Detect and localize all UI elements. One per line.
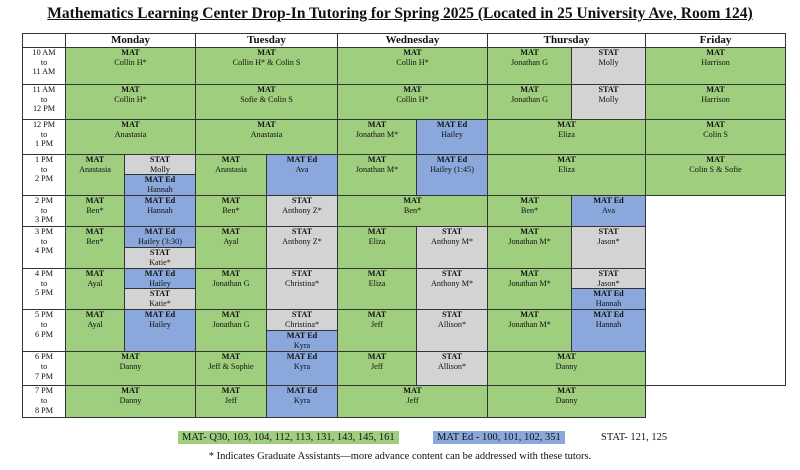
- schedule-cell: MAT Ayal: [66, 269, 125, 310]
- tutoring-schedule-table: [22, 33, 786, 418]
- schedule-cell: MAT Ed Hailey: [125, 269, 196, 289]
- schedule-cell: MAT Ed Hailey (1:45): [417, 155, 488, 196]
- schedule-cell: MAT Ben*: [196, 196, 267, 227]
- schedule-cell: STAT Christina*: [267, 310, 338, 331]
- corner-cell: [23, 34, 66, 48]
- schedule-cell: MAT Jonathan M*: [338, 155, 417, 196]
- schedule-cell: MAT Harrison: [646, 48, 786, 85]
- time-slot: 11 AM to 12 PM: [23, 85, 66, 120]
- schedule-cell: STAT Anthony M*: [417, 227, 488, 269]
- schedule-cell: MAT Ed Hailey: [417, 120, 488, 155]
- schedule-cell: MAT Collin H* & Colin S: [196, 48, 338, 85]
- schedule-cell: STAT Molly: [125, 155, 196, 175]
- page-title: Mathematics Learning Center Drop-In Tutoring for Spring 2025 (Located in 25 University Ave, Room 124): [47, 5, 753, 22]
- time-slot: 10 AM to 11 AM: [23, 48, 66, 85]
- schedule-cell: MAT Ayal: [196, 227, 267, 269]
- schedule-cell: MAT Anastasia: [66, 120, 196, 155]
- schedule-cell: MAT Ben*: [66, 227, 125, 269]
- schedule-cell: MAT Ed Ava: [267, 155, 338, 196]
- schedule-cell: MAT Ed Hannah: [125, 196, 196, 227]
- schedule-cell: MAT Jonathan G: [488, 85, 572, 120]
- schedule-cell: MAT Jonathan G: [488, 48, 572, 85]
- schedule-cell: STAT Jason*: [572, 227, 646, 269]
- schedule-cell: MAT Danny: [488, 352, 646, 386]
- time-slot: 7 PM to 8 PM: [23, 386, 66, 418]
- graduate-assistant-footnote: * Indicates Graduate Assistants—more advance content can be addressed with these tutors.: [208, 451, 592, 462]
- schedule-cell: MAT Anastasia: [66, 155, 125, 196]
- schedule-cell: MAT Ed Kyra: [267, 386, 338, 418]
- schedule-cell: MAT Anastasia: [196, 120, 338, 155]
- schedule-cell: STAT Allison*: [417, 352, 488, 386]
- schedule-cell: MAT Ed Hannah: [572, 310, 646, 352]
- schedule-cell: STAT Allison*: [417, 310, 488, 352]
- time-slot: 6 PM to 7 PM: [23, 352, 66, 386]
- day-header-friday: Friday: [646, 34, 786, 48]
- schedule-cell: MAT Collin H*: [338, 85, 488, 120]
- schedule-cell: STAT Anthony Z*: [267, 196, 338, 227]
- schedule-cell: MAT Jeff: [338, 386, 488, 418]
- schedule-cell: MAT Ed Hannah: [125, 175, 196, 196]
- schedule-cell: MAT Sofie & Colin S: [196, 85, 338, 120]
- time-slot: 2 PM to 3 PM: [23, 196, 66, 227]
- schedule-cell: MAT Jeff: [196, 386, 267, 418]
- schedule-cell: MAT Ed Hannah: [572, 289, 646, 310]
- schedule-cell: STAT Katie*: [125, 289, 196, 310]
- schedule-cell: MAT Collin H*: [338, 48, 488, 85]
- schedule-cell: STAT Anthony M*: [417, 269, 488, 310]
- schedule-cell: MAT Ben*: [488, 196, 572, 227]
- day-header-monday: Monday: [66, 34, 196, 48]
- schedule-cell: MAT Jonathan M*: [488, 310, 572, 352]
- schedule-cell: MAT Ed Hailey: [125, 310, 196, 352]
- day-header-wednesday: Wednesday: [338, 34, 488, 48]
- schedule-cell: STAT Anthony Z*: [267, 227, 338, 269]
- schedule-cell: MAT Danny: [66, 386, 196, 418]
- schedule-cell: MAT Jonathan M*: [488, 269, 572, 310]
- schedule-cell: MAT Ed Kyra: [267, 331, 338, 352]
- time-slot: 1 PM to 2 PM: [23, 155, 66, 196]
- schedule-cell: STAT Christina*: [267, 269, 338, 310]
- schedule-cell: MAT Eliza: [338, 227, 417, 269]
- schedule-cell: MAT Collin H*: [66, 48, 196, 85]
- time-slot: 5 PM to 6 PM: [23, 310, 66, 352]
- schedule-cell: MAT Ben*: [338, 196, 488, 227]
- empty-cell: [646, 196, 786, 386]
- schedule-cell: MAT Ed Kyra: [267, 352, 338, 386]
- schedule-cell: MAT Anastasia: [196, 155, 267, 196]
- schedule-cell: STAT Molly: [572, 48, 646, 85]
- schedule-cell: MAT Jeff: [338, 310, 417, 352]
- schedule-cell: MAT Danny: [66, 352, 196, 386]
- schedule-cell: STAT Molly: [572, 85, 646, 120]
- schedule-cell: MAT Ben*: [66, 196, 125, 227]
- legend-mat: MAT- Q30, 103, 104, 112, 113, 131, 143, 145, 161: [178, 431, 399, 444]
- schedule-cell: MAT Danny: [488, 386, 646, 418]
- time-slot: 3 PM to 4 PM: [23, 227, 66, 269]
- day-header-tuesday: Tuesday: [196, 34, 338, 48]
- time-slot: 4 PM to 5 PM: [23, 269, 66, 310]
- schedule-cell: MAT Colin S: [646, 120, 786, 155]
- schedule-cell: MAT Collin H*: [66, 85, 196, 120]
- legend-mat-ed: MAT Ed - 100, 101, 102, 351: [433, 431, 565, 444]
- schedule-cell: MAT Jonathan M*: [338, 120, 417, 155]
- schedule-cell: MAT Eliza: [338, 269, 417, 310]
- schedule-cell: MAT Jonathan M*: [488, 227, 572, 269]
- schedule-cell: MAT Jeff & Sophie: [196, 352, 267, 386]
- schedule-cell: STAT Jason*: [572, 269, 646, 289]
- schedule-cell: MAT Harrison: [646, 85, 786, 120]
- schedule-cell: MAT Ed Hailey (3:30): [125, 227, 196, 248]
- schedule-cell: MAT Jeff: [338, 352, 417, 386]
- schedule-cell: MAT Jonathan G: [196, 269, 267, 310]
- day-header-thursday: Thursday: [488, 34, 646, 48]
- schedule-cell: MAT Eliza: [488, 155, 646, 196]
- header-row: [23, 34, 786, 48]
- legend-stat: STAT- 121, 125: [597, 431, 671, 444]
- schedule-cell: MAT Ed Ava: [572, 196, 646, 227]
- schedule-cell: MAT Jonathan G: [196, 310, 267, 352]
- time-slot: 12 PM to 1 PM: [23, 120, 66, 155]
- schedule-cell: MAT Eliza: [488, 120, 646, 155]
- schedule-cell: MAT Ayal: [66, 310, 125, 352]
- schedule-cell: MAT Colin S & Sofie: [646, 155, 786, 196]
- schedule-cell: STAT Katie*: [125, 248, 196, 269]
